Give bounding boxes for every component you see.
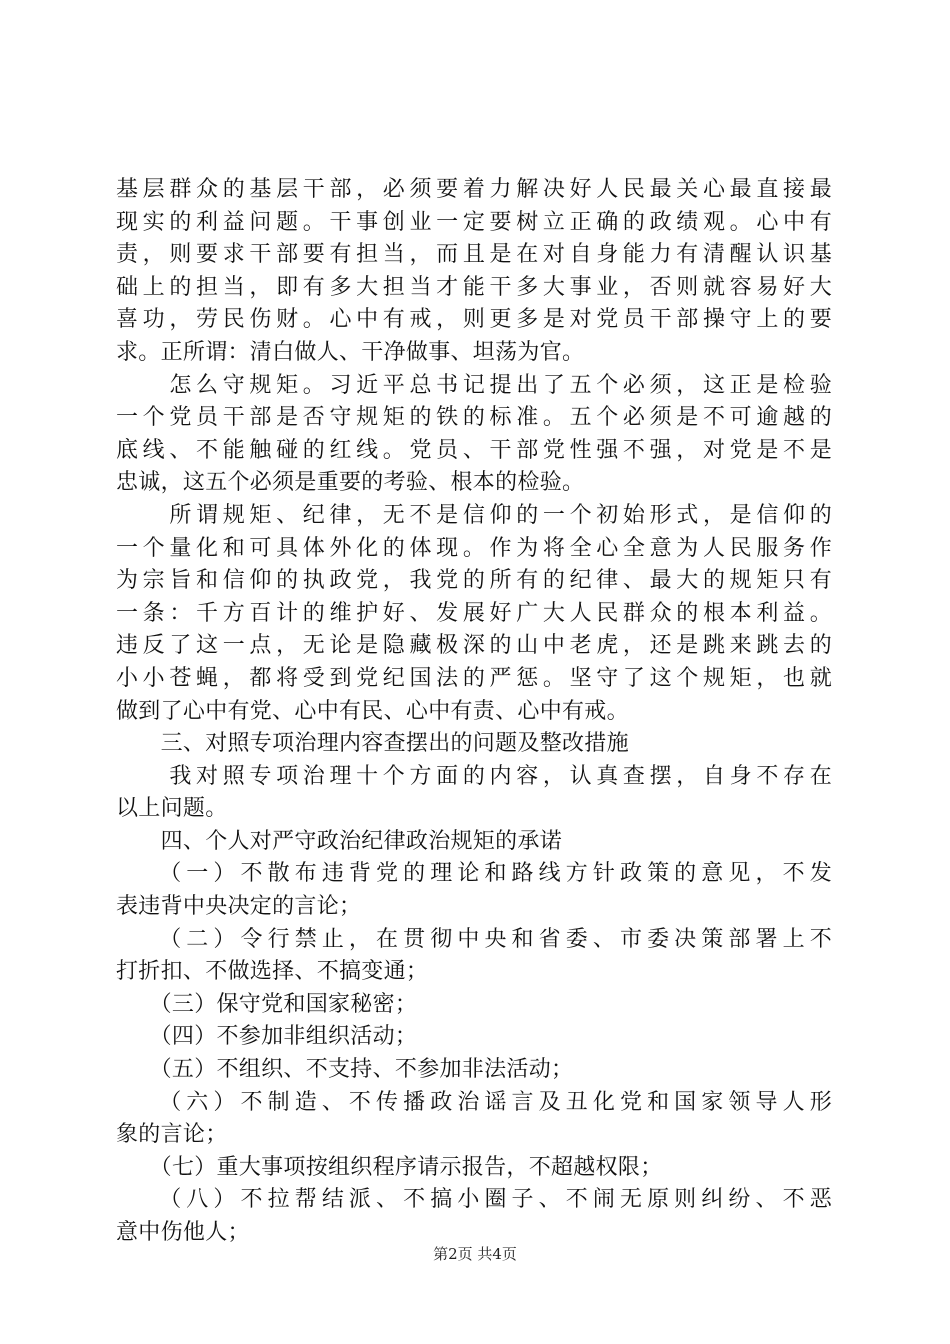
text-line: 求。正所谓：清白做人、干净做事、坦荡为官。 bbox=[116, 339, 585, 365]
text-line: （二）令行禁止，在贯彻中央和省委、市委决策部署上不 bbox=[116, 926, 832, 952]
text-line: 责，则要求干部要有担当，而且是在对自身能力有清醒认识基 bbox=[116, 242, 832, 268]
text-line: 怎么守规矩。习近平总书记提出了五个必须，这正是检验 bbox=[116, 372, 832, 398]
text-line: 忠诚，这五个必须是重要的考验、根本的检验。 bbox=[116, 470, 585, 496]
text-line: 底线、不能触碰的红线。党员、干部党性强不强，对党是不是 bbox=[116, 437, 832, 463]
text-line: 现实的利益问题。干事创业一定要树立正确的政绩观。心中有 bbox=[116, 209, 832, 235]
text-line: 一条：千方百计的维护好、发展好广大人民群众的根本利益。 bbox=[116, 600, 832, 626]
text-line: （四）不参加非组织活动； bbox=[116, 1024, 418, 1050]
text-line: （三）保守党和国家秘密； bbox=[116, 991, 418, 1017]
text-line: 打折扣、不做选择、不搞变通； bbox=[116, 959, 429, 985]
text-line: （八）不拉帮结派、不搞小圈子、不闹无原则纠纷、不恶 bbox=[116, 1187, 832, 1213]
text-line: 础上的担当，即有多大担当才能干多大事业，否则就容易好大 bbox=[116, 274, 832, 300]
text-line: 违反了这一点，无论是隐藏极深的山中老虎，还是跳来跳去的 bbox=[116, 633, 832, 659]
text-line: 象的言论； bbox=[116, 1122, 228, 1148]
text-line: （六）不制造、不传播政治谣言及丑化党和国家领导人形 bbox=[116, 1089, 832, 1115]
text-line: 意中伤他人； bbox=[116, 1220, 250, 1245]
document-body bbox=[116, 174, 832, 1250]
text-line: （五）不组织、不支持、不参加非法活动； bbox=[116, 1057, 574, 1083]
text-line: 做到了心中有党、心中有民、心中有责、心中有戒。 bbox=[116, 698, 629, 724]
text-line: 一个党员干部是否守规矩的铁的标准。五个必须是不可逾越的 bbox=[116, 405, 832, 431]
text-line: 三、对照专项治理内容查摆出的问题及整改措施 bbox=[116, 731, 629, 757]
text-line: （七）重大事项按组织程序请示报告，不超越权限； bbox=[116, 1154, 663, 1180]
text-line: 喜功，劳民伤财。心中有戒，则更多是对党员干部操守上的要 bbox=[116, 307, 832, 333]
text-line: 小小苍蝇，都将受到党纪国法的严惩。坚守了这个规矩，也就 bbox=[116, 665, 832, 691]
text-line: 四、个人对严守政治纪律政治规矩的承诺 bbox=[116, 828, 563, 854]
page-footer: 第2页 共4页 bbox=[433, 1245, 517, 1263]
text-line: 基层群众的基层干部，必须要着力解决好人民最关心最直接最 bbox=[116, 177, 832, 202]
text-line: 为宗旨和信仰的执政党，我党的所有的纪律、最大的规矩只有 bbox=[116, 568, 832, 594]
text-line: 以上问题。 bbox=[116, 796, 228, 822]
text-line: 一个量化和可具体外化的体现。作为将全心全意为人民服务作 bbox=[116, 535, 832, 561]
text-line: 表违背中央决定的言论； bbox=[116, 894, 362, 920]
text-line: 我对照专项治理十个方面的内容，认真查摆，自身不存在 bbox=[116, 763, 832, 789]
text-line: （一）不散布违背党的理论和路线方针政策的意见，不发 bbox=[116, 861, 832, 887]
text-line: 所谓规矩、纪律，无不是信仰的一个初始形式，是信仰的 bbox=[116, 502, 832, 528]
